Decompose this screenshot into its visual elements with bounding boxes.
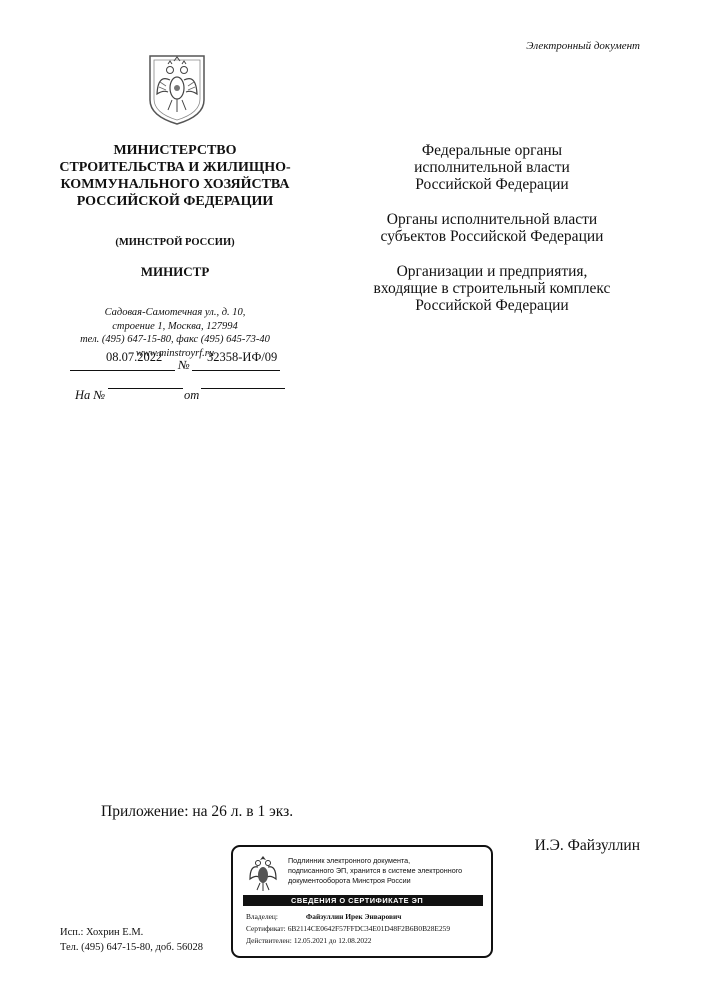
- addressee-line: Федеральные органы: [421, 142, 563, 159]
- certificate-details: [246, 911, 491, 947]
- stamp-text-line: документооборота Минстроя России: [288, 876, 411, 885]
- executor-name: Исп.: Хохрин Е.М.: [60, 927, 144, 938]
- address-line: тел. (495) 647-15-80, факс (495) 645-73-40: [80, 334, 270, 345]
- number-sign: №: [178, 358, 190, 372]
- ministry-short-name: (МИНСТРОЙ РОССИИ): [115, 237, 235, 248]
- addressee-group: [352, 142, 632, 193]
- addressee-line: входящие в строительный комплекс: [373, 280, 611, 297]
- reference-from: от: [184, 388, 200, 402]
- ministry-name-line: РОССИЙСКОЙ ФЕДЕРАЦИИ: [76, 194, 274, 209]
- certificate-header-bar: СВЕДЕНИЯ О СЕРТИФИКАТЕ ЭП: [243, 895, 483, 906]
- validity-label: Действителен:: [246, 936, 292, 945]
- appendix-note: Приложение: на 26 л. в 1 экз.: [101, 803, 294, 820]
- sender-role: МИНИСТР: [140, 264, 210, 279]
- certificate-validity-row: [246, 935, 491, 947]
- certificate-label: Сертификат:: [246, 924, 286, 933]
- address-line: www.minstroyrf.ru: [135, 347, 215, 359]
- certificate-owner-row: [246, 911, 491, 923]
- stamp-text-line: подписанного ЭП, хранится в системе электронного: [288, 866, 463, 875]
- ministry-name-line: МИНИСТЕРСТВО: [113, 143, 237, 158]
- electronic-signature-stamp: [231, 845, 493, 958]
- addressee-line: Российской Федерации: [415, 297, 569, 314]
- registration-number: 32358-ИФ/09: [207, 350, 278, 364]
- executor-phone: Тел. (495) 647-15-80, доб. 56028: [60, 942, 203, 953]
- addressee-group: [352, 211, 632, 245]
- certificate-id-row: [246, 923, 491, 935]
- sender-block: [40, 142, 310, 360]
- reference-date-underline: [201, 388, 285, 389]
- ministry-name-line: СТРОИТЕЛЬСТВА И ЖИЛИЩНО-: [59, 160, 291, 175]
- stamp-emblem-icon: [248, 853, 278, 893]
- addressee-line: субъектов Российской Федерации: [380, 228, 604, 245]
- executor-block: [60, 925, 203, 955]
- stamp-text: [288, 856, 488, 886]
- validity-value: 12.05.2021 до 12.08.2022: [293, 936, 372, 945]
- addressee-block: [352, 142, 632, 332]
- reference-number-underline: [108, 388, 183, 389]
- addressee-line: Организации и предприятия,: [396, 263, 588, 280]
- reference-prefix: На №: [75, 388, 106, 402]
- date-underline: [70, 370, 175, 371]
- addressee-group: [352, 263, 632, 314]
- address-line: строение 1, Москва, 127994: [112, 320, 238, 332]
- electronic-document-label: Электронный документ: [526, 40, 640, 52]
- certificate-value: 6B2114CE0642F57FFDC34E01D48F2B6B0B28E259: [287, 924, 451, 933]
- address-line: Садовая-Самотечная ул., д. 10,: [104, 307, 246, 318]
- addressee-line: Органы исполнительной власти: [386, 211, 598, 228]
- reference-row: [75, 388, 290, 408]
- addressee-line: исполнительной власти: [414, 159, 570, 176]
- owner-value: Файзуллин Ирек Энварович: [305, 912, 402, 921]
- ministry-name-line: КОММУНАЛЬНОГО ХОЗЯЙСТВА: [60, 177, 290, 192]
- number-underline: [192, 370, 280, 371]
- registration-row: [70, 350, 285, 378]
- owner-label: Владелец:: [246, 912, 278, 921]
- coat-of-arms-icon: [146, 52, 208, 126]
- registration-date: 08.07.2022: [106, 350, 163, 364]
- stamp-text-line: Подлинник электронного документа,: [288, 856, 411, 865]
- addressee-line: Российской Федерации: [415, 176, 569, 193]
- signer-name: И.Э. Файзуллин: [534, 837, 640, 854]
